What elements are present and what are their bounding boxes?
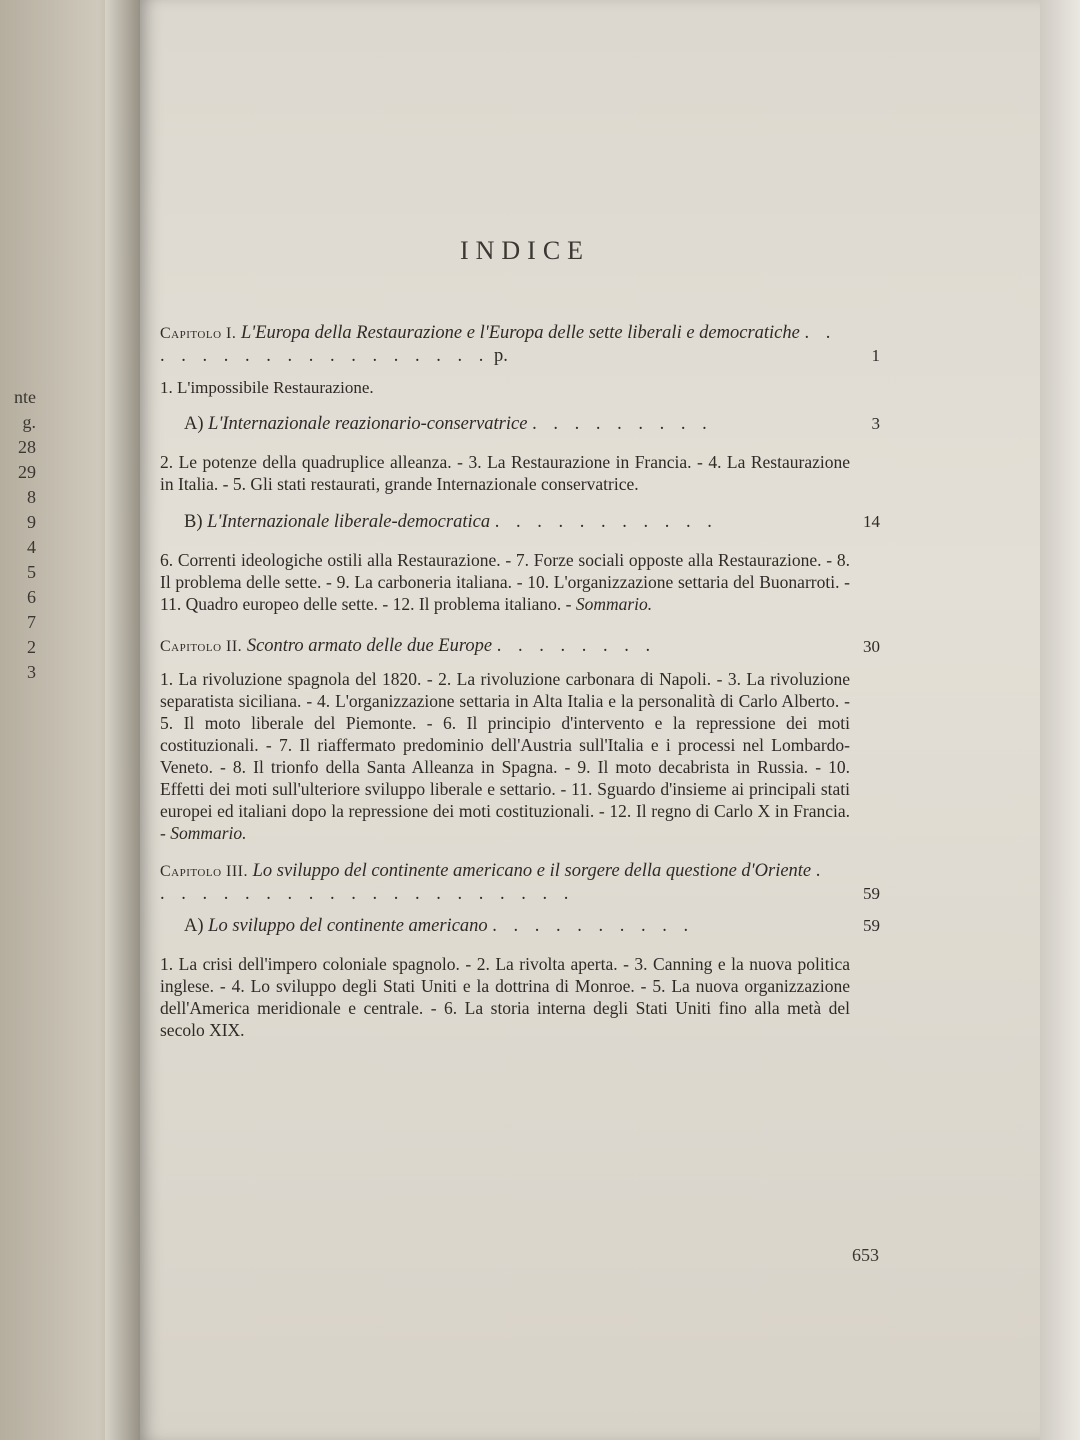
dot-leader: . . . . . . . . . . (492, 916, 695, 936)
fragment: 9 (27, 512, 36, 532)
fragment: 3 (27, 662, 36, 682)
chapter-page: 1 (871, 346, 880, 365)
section-heading (160, 915, 880, 937)
page-number: 653 (852, 1245, 879, 1265)
fragment: g. (22, 412, 36, 432)
section-page: 14 (863, 512, 880, 531)
fragment: 2 (27, 637, 36, 657)
section-items (160, 549, 850, 615)
dot-leader: . . . . . . . . (496, 636, 657, 656)
summary-label: Sommario. (575, 594, 653, 614)
chapter-title: L'Europa della Restaurazione e l'Europa delle sette liberali e democratiche (240, 323, 800, 343)
chapter-label: Capitolo I. (160, 325, 237, 342)
section-title: Lo sviluppo del continente americano (208, 916, 488, 936)
section-items (160, 668, 850, 844)
section-items: 2. Le potenze della quadruplice alleanza. - 3. La Restaurazione in Francia. - 4. La Restaurazione in Italia. - 5. Gli stati restaurati, grande Internazionale conservatrice. (160, 452, 850, 494)
chapter-page: 30 (863, 637, 880, 656)
chapter-2-heading (160, 635, 880, 658)
chapter-3-heading (160, 860, 880, 905)
fragment: 29 (18, 462, 36, 482)
chapter-title: Scontro armato delle due Europe (246, 636, 493, 656)
section-title: L'Internazionale liberale-democratica (207, 512, 491, 532)
section-label: A) (184, 916, 204, 936)
chapter-title: Lo sviluppo del continente americano e il sorgere della questione d'Oriente (252, 861, 812, 881)
section-page: 3 (871, 414, 880, 433)
index-content (160, 236, 880, 1057)
page-prefix: p. (494, 346, 508, 366)
page-underneath-edge (1040, 0, 1080, 1440)
fragment: 4 (27, 537, 36, 557)
facing-page-fragments (0, 385, 36, 685)
chapter-label: Capitolo III. (160, 863, 249, 880)
section-label: A) (184, 414, 204, 434)
fragment: 8 (27, 487, 36, 507)
section-heading (160, 413, 880, 435)
dot-leader: . . . . . . . . . . . . . . . . . . (160, 323, 837, 366)
section-heading (160, 511, 880, 533)
fragment: 6 (27, 587, 36, 607)
section-title: L'Internazionale reazionario-conservatrice (208, 414, 528, 434)
fragment: 7 (27, 612, 36, 632)
fragment: 5 (27, 562, 36, 582)
section-page: 59 (863, 916, 880, 935)
section-items: 1. L'impossibile Restaurazione. (160, 378, 374, 397)
section-items-text: 1. La rivoluzione spagnola del 1820. - 2. La rivoluzione carbonara di Napoli. - 3. La rivoluzione separatista siciliana. - 4. L'organizzazione settaria in Alta Italia e la personalità di Carlo Alberto. - 5. Il moto liberale del Piemonte. - 6. Il principio d'intervento e la repressione dei moti costituzionali. - 7. Il riaffermato predominio dell'Austria sull'Italia e i processi nel Lombardo-Veneto. - 8. Il trionfo della Santa Alleanza in Spagna. - 9. Il moto decabrista in Russia. - 10. Effetti dei moti sull'ulteriore sviluppo liberale e settario. - 11. Sguardo d'insieme ai principali stati europei ed italiani dopo la repressione dei moti costituzionali. - 12. Il regno di Carlo X in Francia. - (160, 669, 850, 843)
summary-label: Sommario. (170, 823, 247, 843)
index-title: INDICE (459, 236, 591, 265)
chapter-1-heading (160, 322, 880, 367)
fragment: 28 (18, 437, 36, 457)
section-label: B) (184, 512, 203, 532)
fragment: nte (14, 387, 36, 407)
dot-leader: . . . . . . . . . . . . . . . . . . . . . (160, 861, 827, 904)
section-items: 1. La crisi dell'impero coloniale spagnolo. - 2. La rivolta aperta. - 3. Canning e la nuova politica inglese. - 4. Lo sviluppo degli Stati Uniti e la dottrina di Monroe. - 5. La nuova organizzazione dell'America meridionale e centrale. - 6. La storia interna degli Stati Uniti fino alla metà del secolo XIX. (160, 954, 850, 1040)
section-items-text: 6. Correnti ideologiche ostili alla Restaurazione. - 7. Forze sociali opposte alla Restaurazione. - 8. Il problema delle sette. - 9. La carboneria italiana. - 10. L'organizzazione settaria del Buonarroti. - 11. Quadro europeo delle sette. - 12. Il problema italiano. - (160, 550, 850, 614)
chapter-label: Capitolo II. (160, 638, 243, 655)
chapter-page: 59 (863, 884, 880, 903)
dot-leader: . . . . . . . . . (532, 414, 713, 434)
dot-leader: . . . . . . . . . . . (494, 512, 718, 532)
